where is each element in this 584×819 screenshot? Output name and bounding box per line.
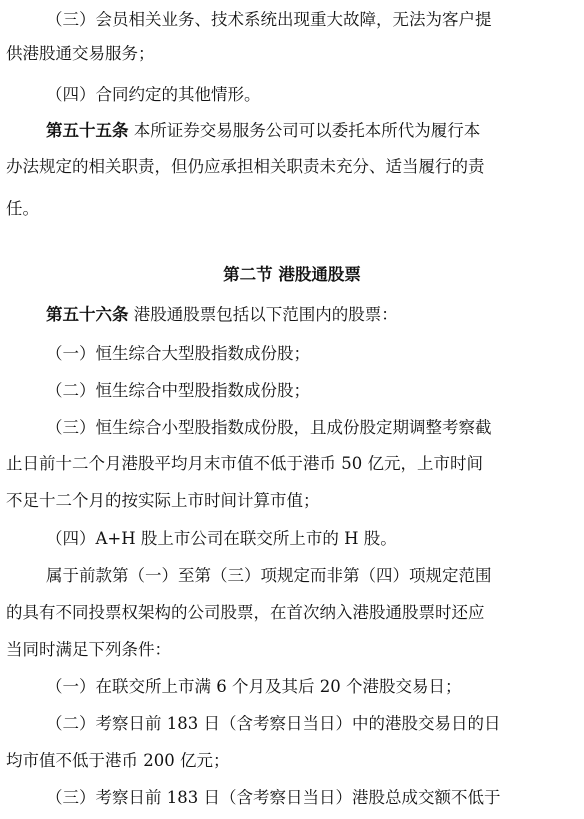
text-line-16: 的具有不同投票权架构的公司股票，在首次纳入港股通股票时还应 [6,603,485,622]
section-heading: 第二节 港股通股票 [223,265,361,284]
text-line-21: （三）考察日前 183 日（含考察日当日）港股总成交额不低于 [46,788,501,807]
article-56-paragraph [46,305,580,325]
text-line-6: 任。 [6,199,39,218]
article-56-text: 港股通股票包括以下范围内的股票： [133,305,398,324]
text-line-20: 均市值不低于港币 200 亿元； [6,751,230,770]
article-55-text: 本所证券交易服务公司可以委托本所代为履行本 [133,121,481,140]
text-line-1: （三）会员相关业务、技术系统出现重大故障，无法为客户提 [46,10,492,29]
text-line-2: 供港股通交易服务； [6,44,155,63]
text-line-14: （四）A+H 股上市公司在联交所上市的 H 股。 [46,529,397,548]
article-55-title: 第五十五条 [46,121,129,140]
text-line-5: 办法规定的相关职责，但仍应承担相关职责未充分、适当履行的责 [6,157,485,176]
text-line-18: （一）在联交所上市满 6 个月及其后 20 个港股交易日； [46,677,462,696]
text-line-12: 止日前十二个月港股平均月末市值不低于港币 50 亿元，上市时间 [6,454,483,473]
text-line-9: （一）恒生综合大型股指数成份股； [46,344,310,363]
text-line-3: （四）合同约定的其他情形。 [46,85,261,104]
article-56-title: 第五十六条 [46,305,129,324]
text-line-17: 当同时满足下列条件： [6,640,171,659]
text-line-15: 属于前款第（一）至第（三）项规定而非第（四）项规定范围 [46,566,492,585]
article-55-paragraph [46,121,580,141]
text-line-13: 不足十二个月的按实际上市时间计算市值； [6,491,320,510]
text-line-11: （三）恒生综合小型股指数成份股，且成份股定期调整考察截 [46,418,492,437]
text-line-19: （二）考察日前 183 日（含考察日当日）中的港股交易日的日 [46,714,501,733]
text-line-10: （二）恒生综合中型股指数成份股； [46,381,310,400]
